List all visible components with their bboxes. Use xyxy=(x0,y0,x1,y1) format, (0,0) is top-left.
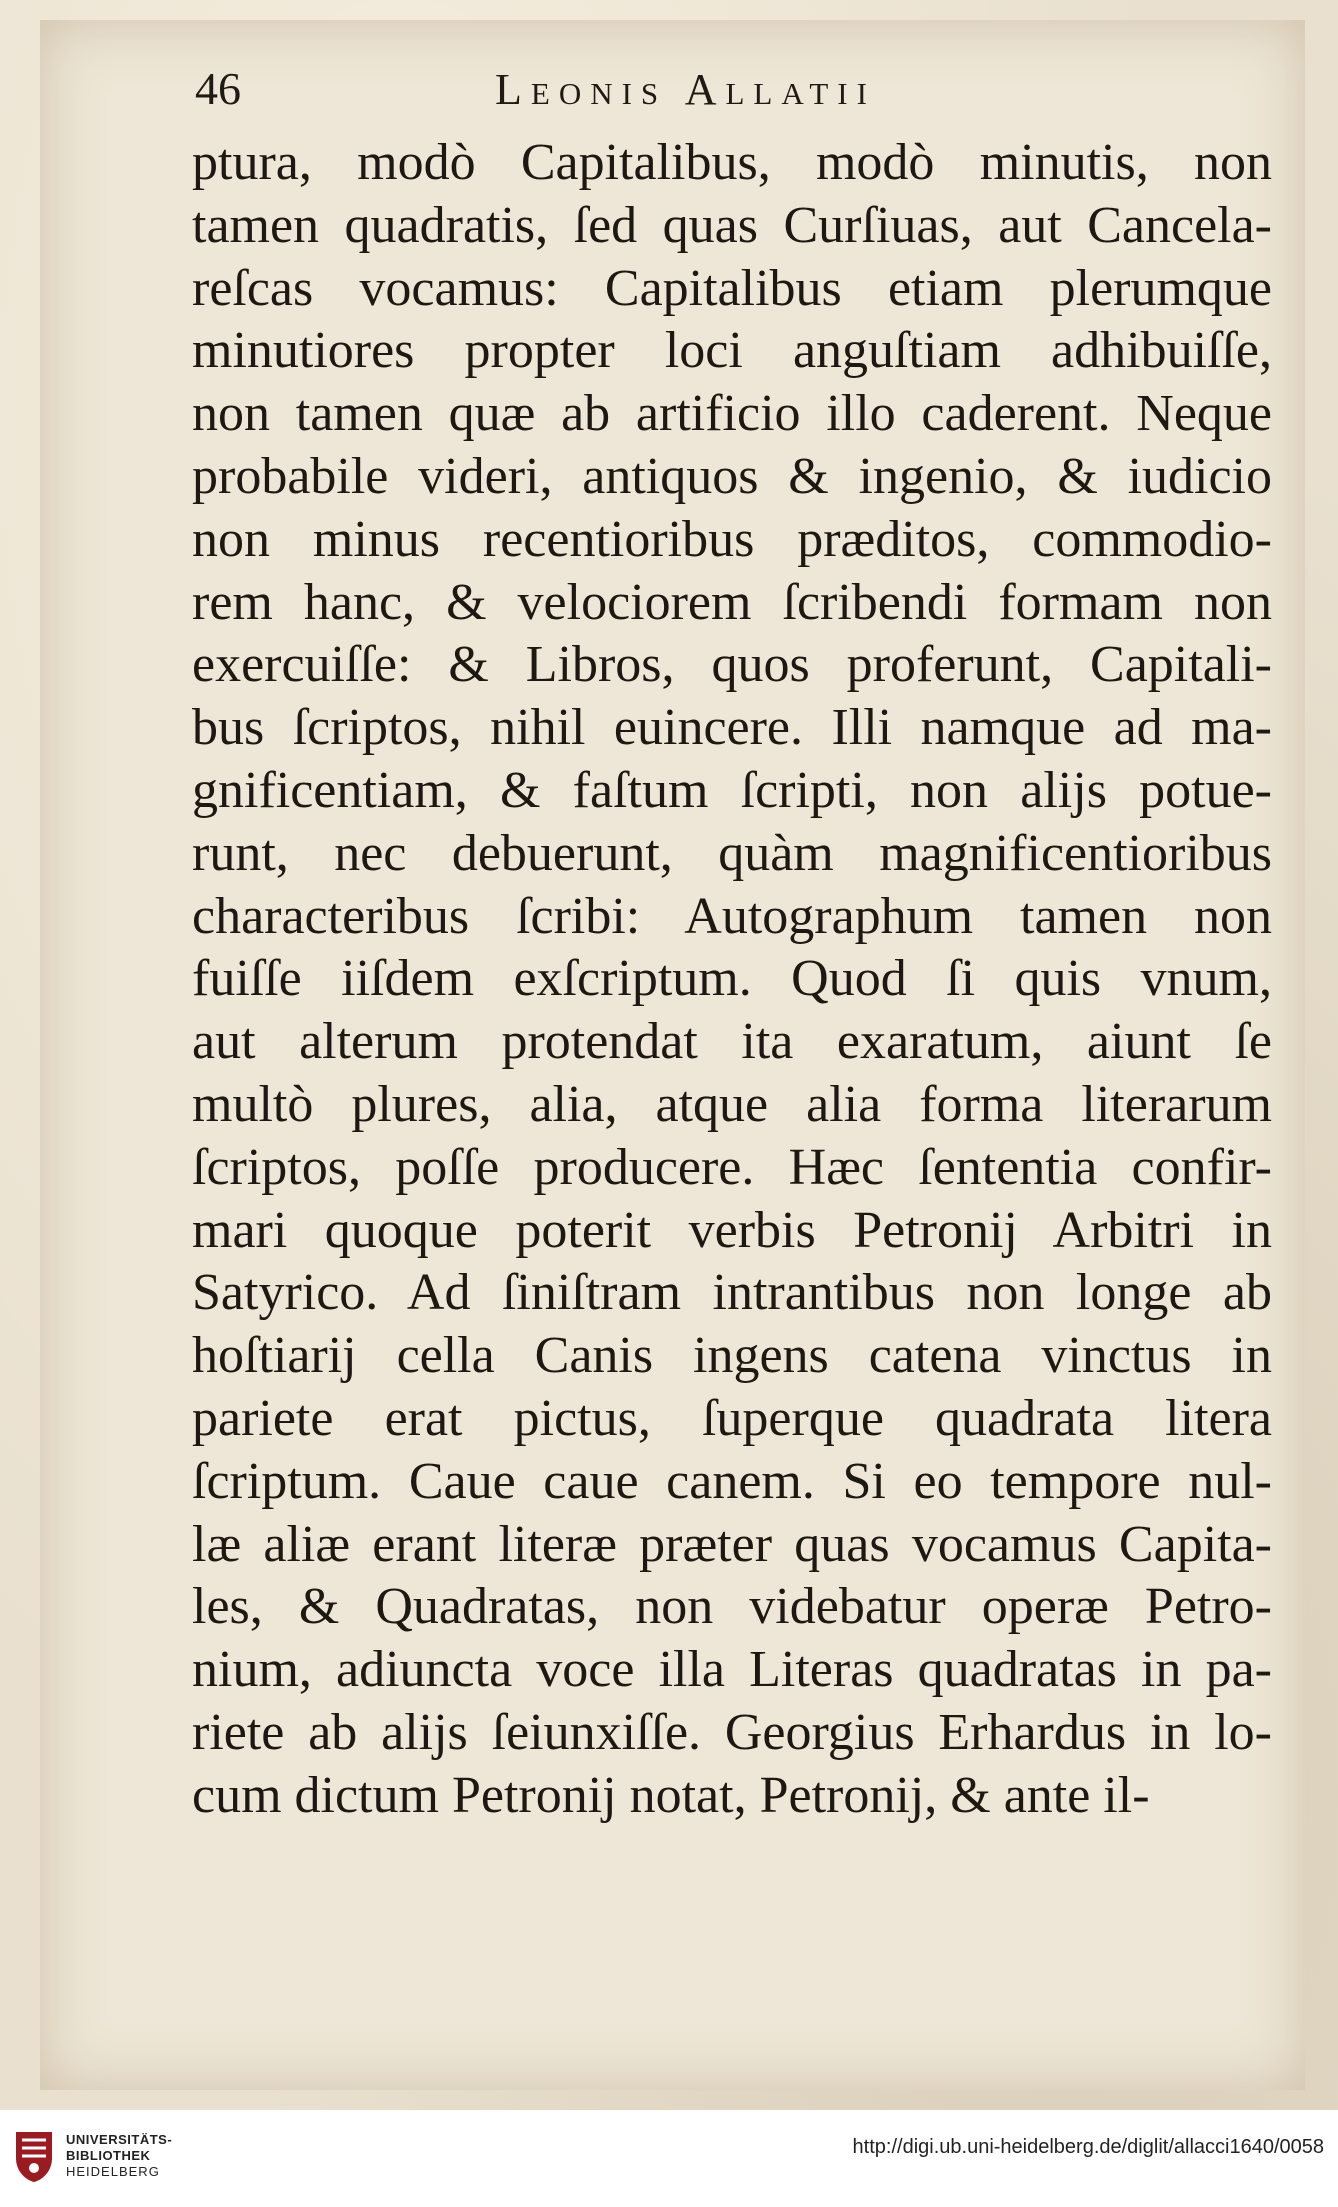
heidelberg-university-seal-icon xyxy=(12,2128,56,2184)
library-line-3: HEIDELBERG xyxy=(66,2164,160,2179)
text-line: non minus recentioribus præditos, commodio- xyxy=(192,510,1272,568)
text-line: pariete erat pictus, ſuperque quadrata litera xyxy=(192,1389,1272,1447)
text-line: ſcriptum. Caue caue canem. Si eo tempore nul- xyxy=(192,1452,1272,1510)
text-line: exercuiſſe: & Libros, quos proferunt, Capitali- xyxy=(192,636,1272,694)
text-line: Satyrico. Ad ſiniſtram intrantibus non longe ab xyxy=(192,1264,1272,1322)
text-line: rem hanc, & velociorem ſcribendi formam non xyxy=(192,573,1272,631)
text-line: bus ſcriptos, nihil euincere. Illi namque ad ma- xyxy=(192,699,1272,757)
body-text xyxy=(192,132,1272,1828)
text-line: tamen quadratis, ſed quas Curſiuas, aut Cancela- xyxy=(192,196,1272,254)
text-line: cum dictum Petronij notat, Petronij, & ante il- xyxy=(192,1766,1150,1824)
text-line: nium, adiuncta voce illa Literas quadratas in pa- xyxy=(192,1641,1272,1699)
text-line: runt, nec debuerunt, quàm magnificentioribus xyxy=(192,824,1272,882)
text-line: reſcas vocamus: Capitalibus etiam plerumque xyxy=(192,259,1272,317)
text-line: non tamen quæ ab artificio illo caderent. Neque xyxy=(192,385,1272,443)
text-line: læ aliæ erant literæ præter quas vocamus Capita- xyxy=(192,1515,1272,1573)
text-line: aut alterum protendat ita exaratum, aiunt ſe xyxy=(192,1013,1272,1071)
text-line: hoſtiarij cella Canis ingens catena vinctus in xyxy=(192,1327,1272,1385)
running-head: Leonis Allatii xyxy=(495,65,876,114)
text-line: les, & Quadratas, non videbatur operæ Petro- xyxy=(192,1578,1272,1636)
text-line: probabile videri, antiquos & ingenio, & iudicio xyxy=(192,447,1272,505)
text-line: gnificentiam, & faſtum ſcripti, non alijs potue- xyxy=(192,761,1272,819)
text-line: fuiſſe iiſdem exſcriptum. Quod ſi quis vnum, xyxy=(192,950,1272,1008)
text-line: mari quoque poterit verbis Petronij Arbitri in xyxy=(192,1201,1272,1259)
text-line: riete ab alijs ſeiunxiſſe. Georgius Erhardus in lo- xyxy=(192,1703,1272,1761)
text-line: minutiores propter loci anguſtiam adhibuiſſe, xyxy=(192,322,1272,380)
digitization-footer xyxy=(0,2110,1338,2207)
page-header xyxy=(195,62,1275,122)
text-line: ſcriptos, poſſe producere. Hæc ſententia confir- xyxy=(192,1138,1272,1196)
text-line: characteribus ſcribi: Autographum tamen non xyxy=(192,887,1272,945)
permalink-url[interactable]: http://digi.ub.uni-heidelberg.de/diglit/allacci1640/0058 xyxy=(852,2136,1324,2158)
library-line-2: BIBLIOTHEK xyxy=(66,2148,151,2163)
library-line-1: UNIVERSITÄTS- xyxy=(66,2132,173,2147)
text-line: ptura, modò Capitalibus, modò minutis, non xyxy=(192,134,1272,191)
text-line: multò plures, alia, atque alia forma literarum xyxy=(192,1075,1272,1133)
library-name xyxy=(66,2132,172,2180)
page-number: 46 xyxy=(195,63,241,114)
